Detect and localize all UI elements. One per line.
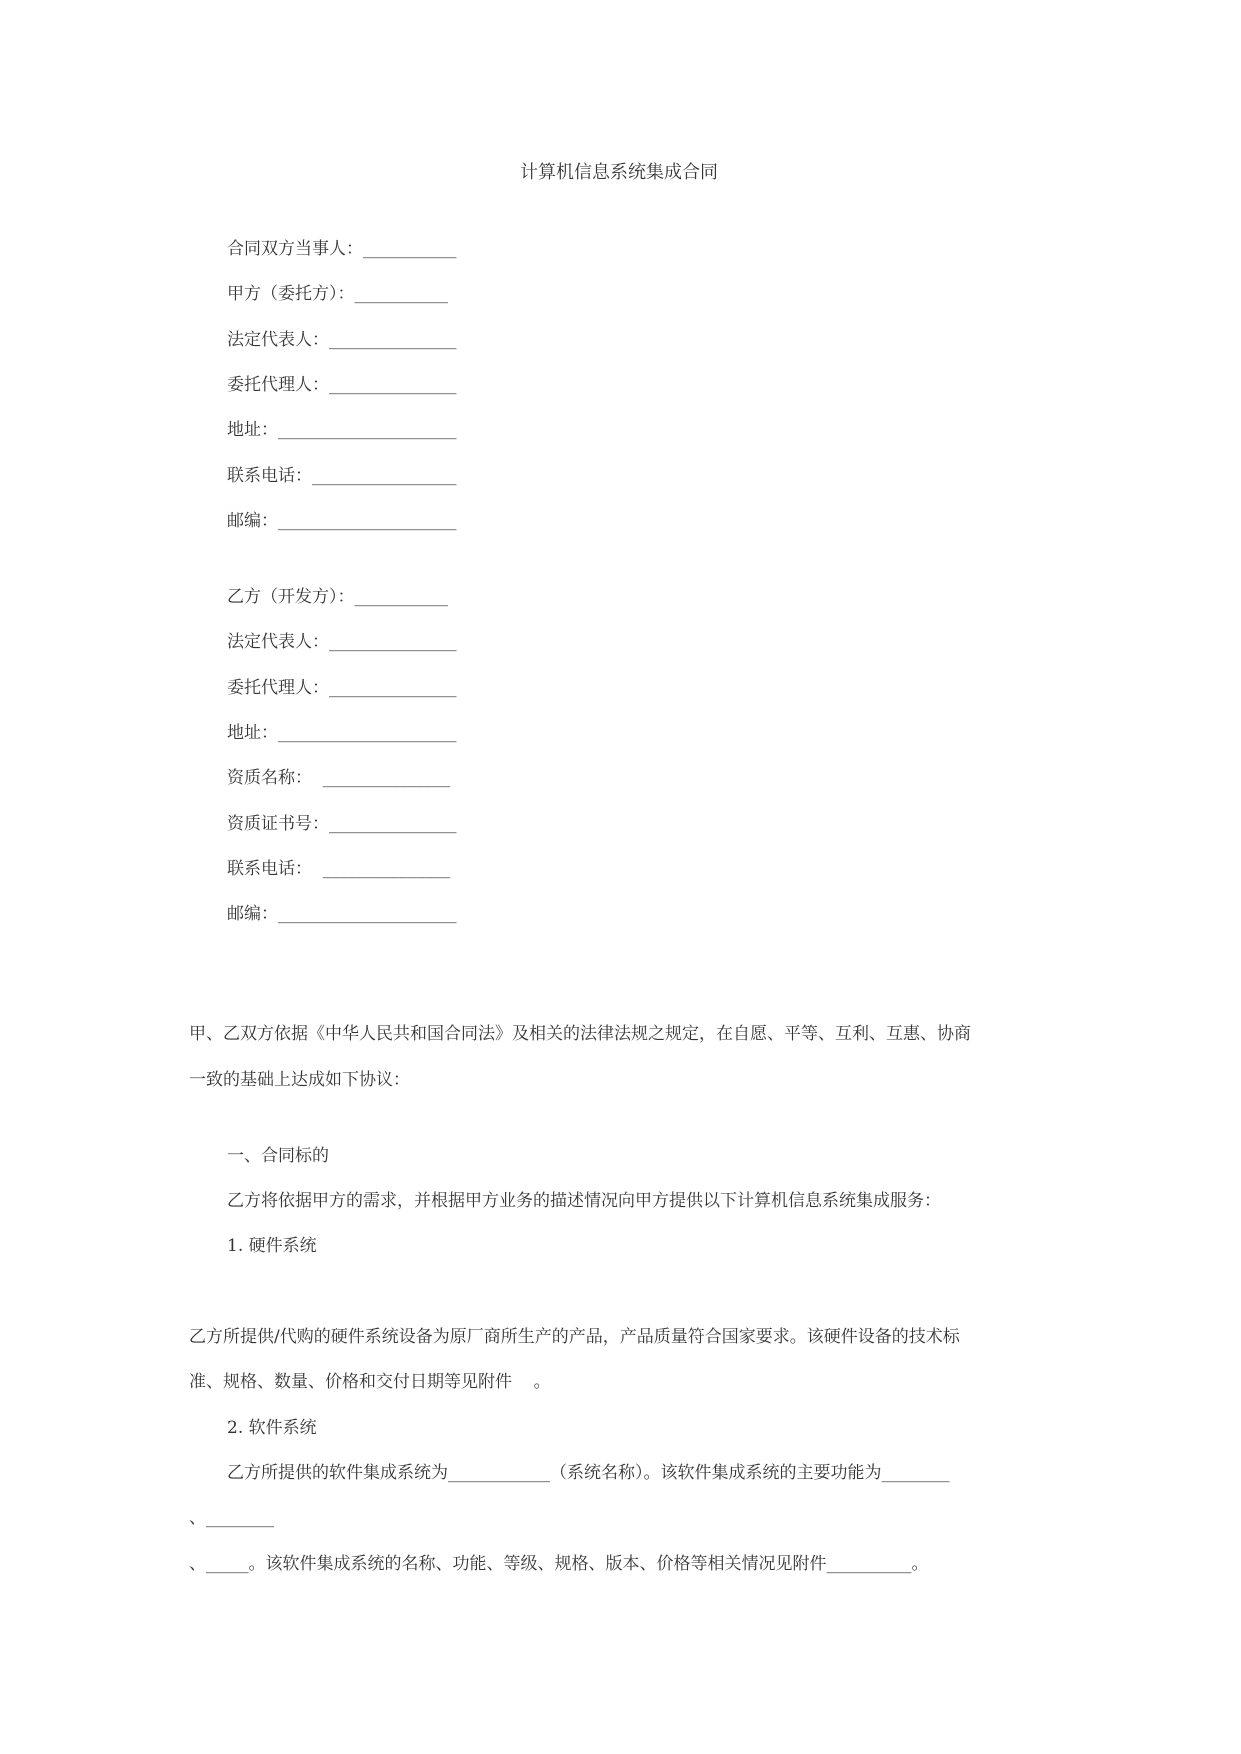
document-title: 计算机信息系统集成合同 bbox=[520, 162, 718, 183]
party-b-line: 法定代表人：_______________ bbox=[227, 632, 457, 652]
item-text-line: 、________ bbox=[189, 1508, 274, 1528]
party-b-line: 邮编：_____________________ bbox=[227, 904, 457, 924]
party-b-line: 乙方（开发方）：___________ bbox=[227, 587, 448, 607]
party-b-line: 资质证书号：_______________ bbox=[227, 814, 457, 834]
party-b-line: 资质名称： _______________ bbox=[227, 768, 451, 788]
preamble-line: 一致的基础上达成如下协议： bbox=[189, 1070, 410, 1090]
party-a-line: 法定代表人：_______________ bbox=[227, 330, 457, 350]
party-b-line: 委托代理人：_______________ bbox=[227, 678, 457, 698]
party-a-line: 地址：_____________________ bbox=[227, 420, 457, 440]
party-a-line: 联系电话：_________________ bbox=[227, 466, 457, 486]
item-text-line: 、_____。该软件集成系统的名称、功能、等级、规格、版本、价格等相关情况见附件__________。 bbox=[189, 1554, 929, 1574]
item-text-line: 准、规格、数量、价格和交付日期等见附件 。 bbox=[189, 1372, 551, 1392]
party-a-line: 委托代理人：_______________ bbox=[227, 375, 457, 395]
item-heading: 2. 软件系统 bbox=[227, 1418, 317, 1438]
party-a-line: 甲方（委托方）：___________ bbox=[227, 284, 448, 304]
item-text-line: 乙方所提供/代购的硬件系统设备为原厂商所生产的产品，产品质量符合国家要求。该硬件设备的技术标 bbox=[189, 1327, 960, 1347]
section-intro: 乙方将依据甲方的需求，并根据甲方业务的描述情况向甲方提供以下计算机信息系统集成服务： bbox=[227, 1191, 941, 1211]
party-a-line: 合同双方当事人：___________ bbox=[227, 239, 457, 259]
preamble-line: 甲、乙双方依据《中华人民共和国合同法》及相关的法律法规之规定，在自愿、平等、互利、互惠、协商 bbox=[189, 1024, 971, 1044]
section-heading: 一、合同标的 bbox=[227, 1146, 329, 1166]
party-b-line: 地址：_____________________ bbox=[227, 723, 457, 743]
party-a-line: 邮编：_____________________ bbox=[227, 511, 457, 531]
party-b-line: 联系电话： _______________ bbox=[227, 859, 451, 879]
item-text-line: 乙方所提供的软件集成系统为____________（系统名称）。该软件集成系统的主要功能为________ bbox=[227, 1463, 950, 1483]
item-heading: 1. 硬件系统 bbox=[227, 1236, 317, 1256]
